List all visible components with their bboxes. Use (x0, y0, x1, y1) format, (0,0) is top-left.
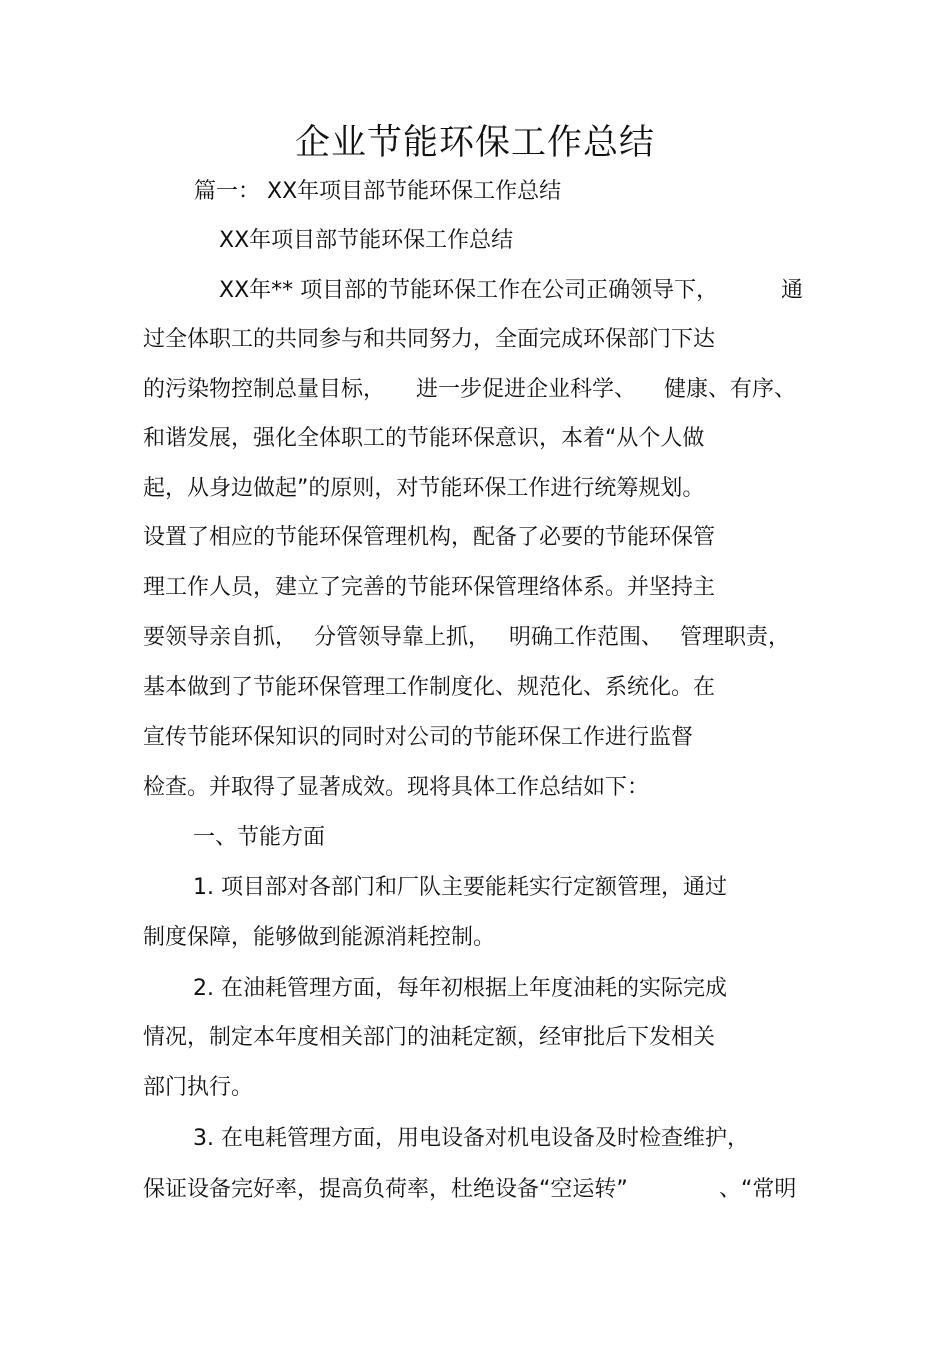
body-line: 管理职责， (680, 625, 791, 650)
section-heading: 一、节能方面 (193, 825, 326, 850)
body-line: 保证设备完好率，提高负荷率，杜绝设备“空运转” (143, 1177, 628, 1202)
body-line: 明确工作范围、 (509, 625, 664, 650)
body-line: 情况，制定本年度相关部门的油耗定额，经审批后下发相关 (143, 1025, 716, 1050)
body-line: 部门执行。 (143, 1075, 254, 1100)
subheading-line: 篇一： XX年项目部节能环保工作总结 (194, 179, 562, 204)
body-line: 基本做到了节能环保管理工作制度化、规范化、系统化。在 (143, 675, 716, 700)
body-line: 进一步促进企业科学、 (416, 377, 637, 402)
body-line: 、“常明 (719, 1177, 797, 1202)
body-line: 理工作人员，建立了完善的节能环保管理络体系。并坚持主 (143, 575, 716, 600)
body-line: 3. 在电耗管理方面，用电设备对机电设备及时检查维护， (193, 1126, 749, 1151)
body-line: 检查。并取得了显著成效。现将具体工作总结如下： (143, 775, 650, 800)
body-line: 宣传节能环保知识的同时对公司的节能环保工作进行监督 (143, 725, 694, 750)
body-line: 的污染物控制总量目标， (143, 377, 386, 402)
body-line: XX年项目部节能环保工作总结 (219, 228, 514, 253)
body-line: 和谐发展，强化全体职工的节能环保意识，本着“从个人做 (143, 426, 705, 451)
body-line: 设置了相应的节能环保管理机构，配备了必要的节能环保管 (143, 525, 716, 550)
body-line: 健康、有序、 (664, 377, 797, 402)
body-line: 分管领导靠上抓， (314, 625, 491, 650)
body-line: 通 (781, 278, 804, 303)
body-line: 制度保障，能够做到能源消耗控制。 (143, 925, 496, 950)
document-title: 企业节能环保工作总结 (294, 123, 655, 163)
body-line: XX年** 项目部的节能环保工作在公司正确领导下， (219, 278, 719, 303)
body-line: 1. 项目部对各部门和厂队主要能耗实行定额管理，通过 (193, 875, 727, 900)
body-line: 2. 在油耗管理方面，每年初根据上年度油耗的实际完成 (193, 976, 727, 1001)
body-line: 过全体职工的共同参与和共同努力，全面完成环保部门下达 (143, 327, 716, 352)
body-line: 起，从身边做起”的原则，对节能环保工作进行统筹规划。 (143, 476, 705, 501)
body-line: 要领导亲自抓， (143, 625, 298, 650)
